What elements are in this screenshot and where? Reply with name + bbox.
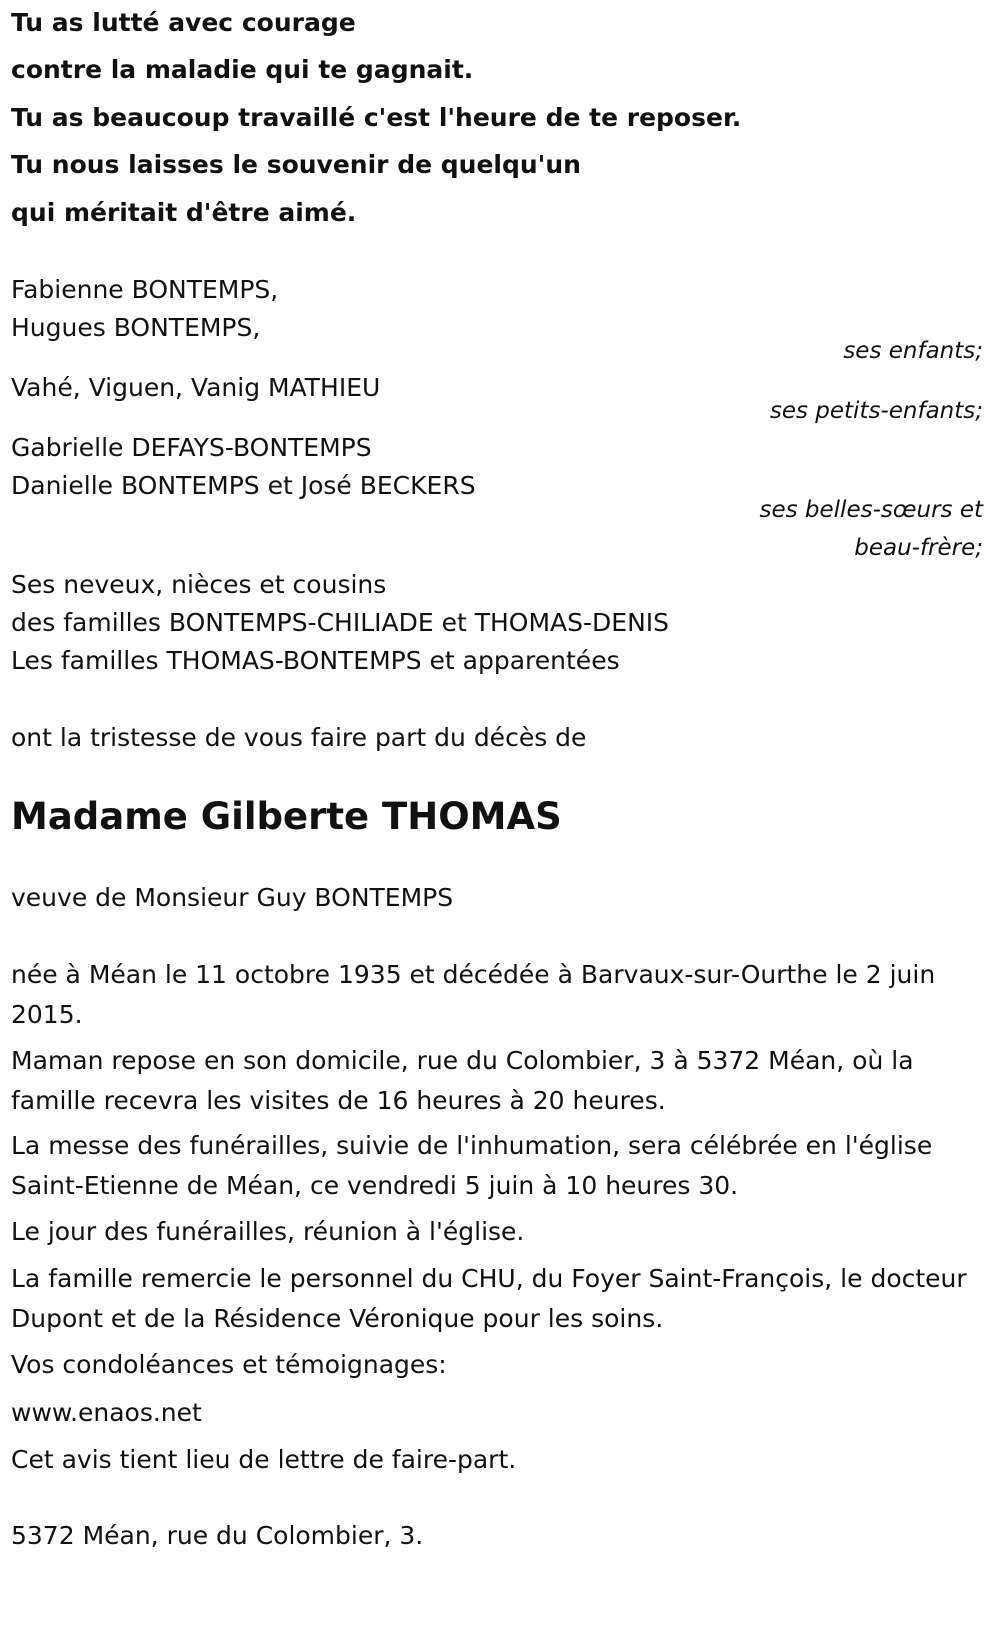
child-name: Hugues BONTEMPS, — [11, 313, 261, 342]
website-link[interactable]: www.enaos.net — [11, 1398, 202, 1427]
widow-of: veuve de Monsieur Guy BONTEMPS — [11, 883, 454, 912]
poem-line-3: Tu as beaucoup travaillé c'est l'heure de te reposer. — [11, 103, 742, 132]
other-family-line: Les familles THOMAS-BONTEMPS et apparentées — [11, 646, 620, 675]
grandchildren-role: ses petits-enfants; — [769, 398, 983, 424]
inlaw-name: Gabrielle DEFAYS-BONTEMPS — [11, 433, 372, 462]
poem-line-4: Tu nous laisses le souvenir de quelqu'un — [11, 150, 581, 179]
deceased-name: Madame Gilberte THOMAS — [11, 795, 562, 838]
announcement: ont la tristesse de vous faire part du décès de — [11, 723, 587, 752]
funeral-mass-paragraph: La messe des funérailles, suivie de l'inhumation, sera célébrée en l'église Saint-Etienne de Méan, ce vendredi 5 juin à 10 heures 30. — [11, 1131, 933, 1200]
grandchildren-names: Vahé, Viguen, Vanig MATHIEU — [11, 373, 381, 402]
notice-statement: Cet avis tient lieu de lettre de faire-part. — [11, 1445, 517, 1474]
child-name: Fabienne BONTEMPS, — [11, 275, 279, 304]
poem-line-1: Tu as lutté avec courage — [11, 8, 356, 37]
thanks-paragraph: La famille remercie le personnel du CHU, du Foyer Saint-François, le docteur Dupont et de la Résidence Véronique pour les soins. — [11, 1264, 967, 1333]
inlaws-role-line1: ses belles-sœurs et — [759, 497, 983, 523]
other-family-line: Ses neveux, nièces et cousins — [11, 570, 387, 599]
poem-line-2: contre la maladie qui te gagnait. — [11, 55, 474, 84]
inlaws-role-line2: beau-frère; — [854, 535, 983, 561]
condolences-label: Vos condoléances et témoignages: — [11, 1350, 447, 1379]
funeral-meeting-paragraph: Le jour des funérailles, réunion à l'église. — [11, 1217, 525, 1246]
visitation-paragraph: Maman repose en son domicile, rue du Colombier, 3 à 5372 Méan, où la famille recevra les visites de 16 heures à 20 heures. — [11, 1046, 914, 1115]
children-role: ses enfants; — [843, 338, 983, 364]
birth-death-paragraph: née à Méan le 11 octobre 1935 et décédée à Barvaux-sur-Ourthe le 2 juin 2015. — [11, 960, 936, 1029]
address: 5372 Méan, rue du Colombier, 3. — [11, 1521, 424, 1550]
poem-line-5: qui méritait d'être aimé. — [11, 198, 357, 227]
inlaw-name: Danielle BONTEMPS et José BECKERS — [11, 471, 476, 500]
other-family-line: des familles BONTEMPS-CHILIADE et THOMAS-DENIS — [11, 608, 670, 637]
